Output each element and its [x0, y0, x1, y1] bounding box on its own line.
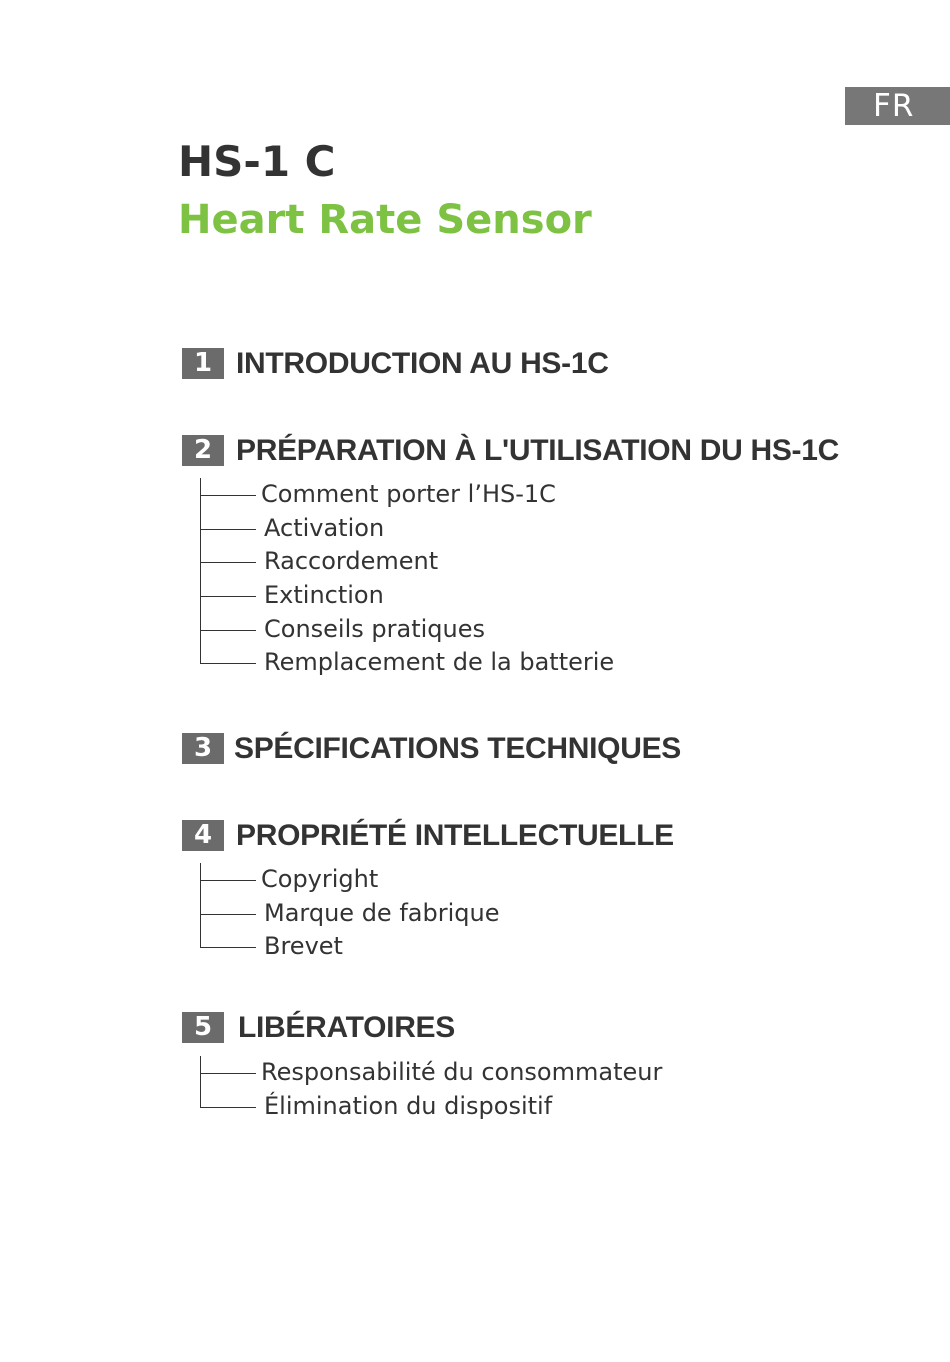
subsection-label[interactable]: Élimination du dispositif	[264, 1091, 553, 1120]
subsection-label[interactable]: Comment porter l’HS-1C	[261, 480, 556, 508]
subsection-item[interactable]	[182, 1090, 902, 1124]
section-title[interactable]: INTRODUCTION AU HS-1C	[236, 347, 609, 380]
subsection-item[interactable]	[182, 646, 902, 680]
section-number-badge: 4	[182, 820, 224, 851]
tree-branch-line	[200, 529, 256, 530]
section-heading[interactable]	[182, 431, 902, 471]
section-number-badge: 5	[182, 1012, 224, 1043]
product-subtitle: Heart Rate Sensor	[178, 197, 592, 243]
tree-branch-line	[200, 495, 256, 496]
subsection-item[interactable]	[182, 930, 902, 964]
tree-branch-line	[200, 880, 256, 881]
section-number-badge: 3	[182, 733, 224, 764]
tree-branch-line	[200, 596, 256, 597]
product-title: HS-1 C	[178, 137, 336, 186]
tree-branch-line	[200, 562, 256, 563]
subsection-item[interactable]	[182, 545, 902, 579]
subsection-item[interactable]	[182, 613, 902, 647]
subsection-label[interactable]: Extinction	[264, 581, 384, 610]
section-heading[interactable]	[182, 344, 902, 384]
toc-section-3	[182, 729, 902, 769]
section-number-badge: 1	[182, 348, 224, 379]
toc-section-4	[182, 816, 902, 964]
tree-branch-line	[200, 663, 256, 664]
subsection-label[interactable]: Marque de fabrique	[264, 898, 500, 927]
subsection-item[interactable]	[182, 897, 902, 931]
subsection-list	[182, 1056, 902, 1123]
subsection-label[interactable]: Responsabilité du consommateur	[261, 1058, 663, 1086]
subsection-list	[182, 863, 902, 964]
section-title[interactable]: PROPRIÉTÉ INTELLECTUELLE	[236, 819, 674, 852]
subsection-label[interactable]: Activation	[264, 513, 385, 542]
subsection-item[interactable]	[182, 512, 902, 546]
subsection-label[interactable]: Remplacement de la batterie	[264, 648, 615, 677]
tree-branch-line	[200, 914, 256, 915]
subsection-label[interactable]: Brevet	[264, 932, 343, 961]
subsection-label[interactable]: Copyright	[261, 865, 379, 893]
toc-section-1	[182, 344, 902, 384]
toc-section-5	[182, 1008, 902, 1123]
tree-branch-line	[200, 1073, 256, 1074]
tree-branch-line	[200, 947, 256, 948]
subsection-item[interactable]	[182, 863, 902, 897]
subsection-label[interactable]: Raccordement	[264, 547, 439, 576]
section-heading[interactable]	[182, 729, 902, 769]
section-heading[interactable]	[182, 816, 902, 856]
section-title[interactable]: PRÉPARATION À L'UTILISATION DU HS-1C	[236, 434, 839, 467]
language-tab[interactable]: FR	[845, 87, 950, 125]
tree-branch-line	[200, 1107, 256, 1108]
subsection-list	[182, 478, 902, 680]
section-title[interactable]: SPÉCIFICATIONS TECHNIQUES	[234, 732, 681, 765]
section-heading[interactable]	[182, 1008, 902, 1048]
subsection-item[interactable]	[182, 478, 902, 512]
subsection-item[interactable]	[182, 579, 902, 613]
subsection-item[interactable]	[182, 1056, 902, 1090]
toc-section-2	[182, 431, 902, 680]
subsection-label[interactable]: Conseils pratiques	[264, 614, 485, 643]
section-title[interactable]: LIBÉRATOIRES	[238, 1011, 455, 1044]
section-number-badge: 2	[182, 435, 224, 466]
tree-branch-line	[200, 630, 256, 631]
